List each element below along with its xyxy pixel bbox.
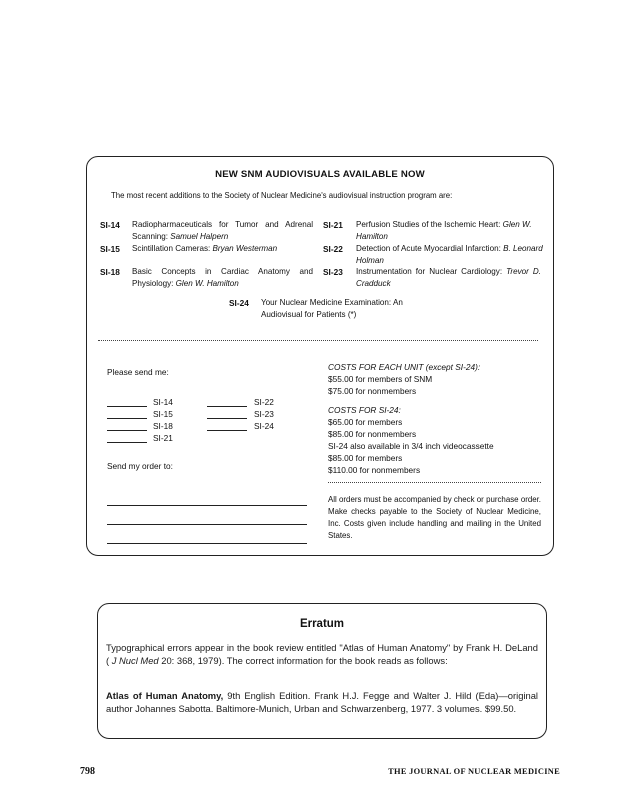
cost-video-nonmembers: $110.00 for nonmembers	[328, 465, 421, 475]
cost-video-members: $85.00 for members	[328, 453, 403, 463]
item-desc-si15: Scintillation Cameras: Bryan Westerman	[132, 244, 278, 253]
snm-intro: The most recent additions to the Society of Nuclear Medicine's audiovisual instruction program are:	[111, 191, 453, 200]
order-code-si15: SI-15	[153, 409, 173, 419]
snm-audiovisuals-box	[86, 156, 554, 556]
order-code-si23: SI-23	[254, 409, 274, 419]
item-desc-si23: Instrumentation for Nuclear Cardiology: Trevor D. Cradduck	[356, 267, 541, 288]
costs-heading-si24: COSTS FOR SI-24:	[328, 405, 401, 415]
item-code-si15: SI-15	[100, 244, 120, 254]
item-desc-si22: Detection of Acute Myocardial Infarction: B. Leonard Holman	[356, 244, 543, 265]
item-desc-si18: Basic Concepts in Cardiac Anatomy and Physiology: Glen W. Hamilton	[132, 267, 313, 288]
cost-nonmembers: $75.00 for nonmembers	[328, 386, 417, 396]
dotted-divider	[98, 340, 538, 341]
order-code-si24: SI-24	[254, 421, 274, 431]
order-blank-si22[interactable]	[207, 406, 247, 407]
item-code-si18: SI-18	[100, 267, 120, 277]
order-code-si22: SI-22	[254, 397, 274, 407]
order-blank-si14[interactable]	[107, 406, 147, 407]
cost-members: $55.00 for members of SNM	[328, 374, 433, 384]
cost-si24-nonmembers: $85.00 for nonmembers	[328, 429, 417, 439]
payment-note: All orders must be accompanied by check or purchase order. Make checks payable to the Society of Nuclear Medicine, Inc. Costs given include handling and mailing in the United States.	[328, 495, 541, 540]
erratum-paragraph-1: Typographical errors appear in the book review entitled "Atlas of Human Anatomy" by Frank H. DeLand ( J Nucl Med 20: 368, 1979). The correct information for the book reads as follows:	[106, 642, 538, 666]
order-blank-si15[interactable]	[107, 418, 147, 419]
item-desc-si24: Your Nuclear Medicine Examination: An Audiovisual for Patients (*)	[261, 298, 403, 319]
item-code-si23: SI-23	[323, 267, 343, 277]
address-line-3[interactable]	[107, 543, 307, 544]
order-blank-si21[interactable]	[107, 442, 147, 443]
send-order-label: Send my order to:	[107, 461, 173, 471]
order-blank-si23[interactable]	[207, 418, 247, 419]
erratum-title: Erratum	[299, 618, 345, 630]
please-send-label: Please send me:	[107, 367, 169, 377]
order-code-si21: SI-21	[153, 433, 173, 443]
item-code-si14: SI-14	[100, 220, 120, 230]
costs-dotted-divider	[328, 482, 541, 483]
order-blank-si24[interactable]	[207, 430, 247, 431]
order-blank-si18[interactable]	[107, 430, 147, 431]
erratum-paragraph-2: Atlas of Human Anatomy, 9th English Edition. Frank H.J. Fegge and Walter J. Hild (Eda)—original author Johannes Sabotta. Baltimore-Munich, Urban and Schwarzenberg, 1977. 3 volumes. $99.50.	[106, 690, 539, 714]
snm-title: NEW SNM AUDIOVISUALS AVAILABLE NOW	[215, 169, 425, 180]
order-code-si18: SI-18	[153, 421, 173, 431]
item-code-si21: SI-21	[323, 220, 343, 230]
journal-name: THE JOURNAL OF NUCLEAR MEDICINE	[388, 767, 560, 776]
item-code-si24: SI-24	[229, 298, 249, 308]
order-code-si14: SI-14	[153, 397, 173, 407]
item-desc-si21: Perfusion Studies of the Ischemic Heart: Glen W. Hamilton	[356, 220, 532, 241]
erratum-box	[97, 603, 547, 739]
address-line-2[interactable]	[107, 524, 307, 525]
costs-heading-unit: COSTS FOR EACH UNIT (except SI-24):	[328, 362, 481, 372]
videocassette-note: SI-24 also available in 3/4 inch videocassette	[328, 441, 494, 451]
cost-si24-members: $65.00 for members	[328, 417, 403, 427]
page-number: 798	[80, 766, 95, 777]
item-code-si22: SI-22	[323, 244, 343, 254]
item-desc-si14: Radiopharmaceuticals for Tumor and Adrenal Scanning: Samuel Halpern	[132, 220, 313, 241]
address-line-1[interactable]	[107, 505, 307, 506]
